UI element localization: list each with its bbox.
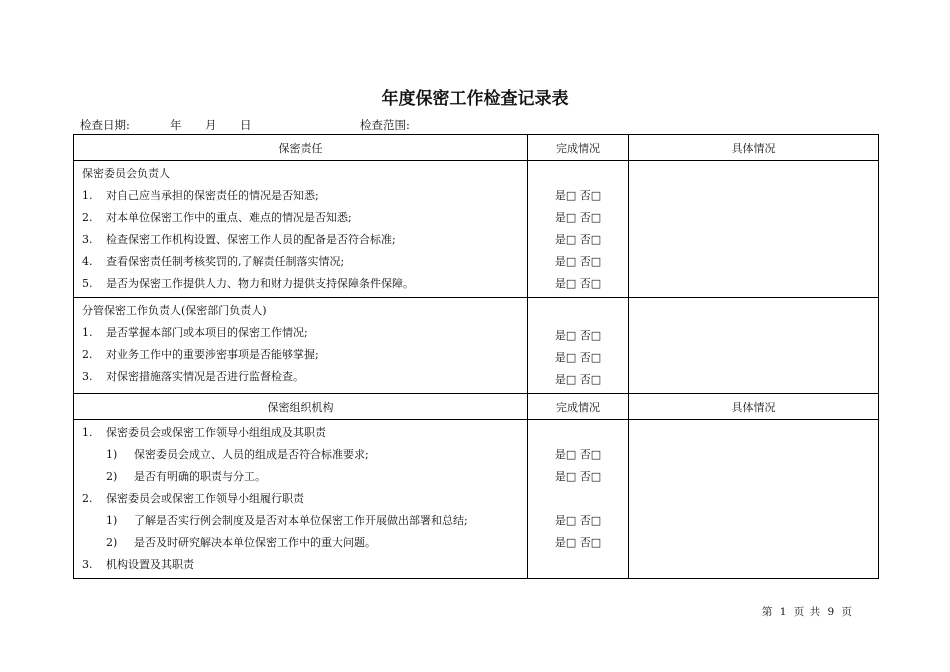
section-committee-head: [74, 161, 879, 298]
yes-no-checkbox[interactable]: 是□ 否□: [554, 189, 602, 202]
list-item: 5. 是否为保密工作提供人力、物力和财力提供支持保障条件保障。: [82, 277, 414, 290]
section-organization: [74, 420, 879, 579]
header-responsibility: 保密责任: [74, 135, 528, 161]
details-cell[interactable]: [629, 161, 879, 298]
list-item: 1. 是否掌握本部门或本项目的保密工作情况;: [82, 326, 308, 339]
yes-no-checkbox[interactable]: 是□ 否□: [554, 470, 602, 483]
sub-list-item: 1) 保密委员会成立、人员的组成是否符合标准要求;: [106, 448, 369, 461]
scope-label: 检查范围:: [360, 118, 410, 132]
list-item: 3. 对保密措施落实情况是否进行监督检查。: [82, 370, 304, 383]
table-header-row: [74, 394, 879, 420]
yes-no-checkbox[interactable]: 是□ 否□: [554, 514, 602, 527]
yes-no-checkbox[interactable]: 是□ 否□: [554, 277, 602, 290]
yes-no-checkbox[interactable]: 是□ 否□: [554, 351, 602, 364]
list-item: 2. 对业务工作中的重要涉密事项是否能够掌握;: [82, 348, 319, 361]
section-heading: 分管保密工作负责人(保密部门负责人): [82, 304, 267, 317]
page-number: 第 1 页 共 9 页: [761, 606, 853, 618]
list-item: 3. 检查保密工作机构设置、保密工作人员的配备是否符合标准;: [82, 233, 396, 246]
list-item: 2. 保密委员会或保密工作领导小组履行职责: [82, 492, 304, 505]
header-details: 具体情况: [629, 135, 879, 161]
yes-no-checkbox[interactable]: 是□ 否□: [554, 448, 602, 461]
section-deputy-head: [74, 298, 879, 394]
yes-no-checkbox[interactable]: 是□ 否□: [554, 373, 602, 386]
list-item: 4. 查看保密责任制考核奖罚的,了解责任制落实情况;: [82, 255, 345, 268]
inspection-table: [73, 134, 879, 579]
header-completion: 完成情况: [528, 135, 629, 161]
day-label: 日: [240, 118, 252, 132]
list-item: 3. 机构设置及其职责: [82, 558, 194, 571]
header-completion: 完成情况: [528, 394, 629, 420]
date-label: 检查日期:: [80, 118, 130, 132]
document-title: 年度保密工作检查记录表: [381, 89, 569, 109]
details-cell[interactable]: [629, 420, 879, 579]
table-header-row: [74, 135, 879, 161]
sub-list-item: 1) 了解是否实行例会制度及是否对本单位保密工作开展做出部署和总结;: [106, 514, 468, 527]
yes-no-checkbox[interactable]: 是□ 否□: [554, 211, 602, 224]
month-label: 月: [205, 118, 217, 132]
yes-no-checkbox[interactable]: 是□ 否□: [554, 536, 602, 549]
year-label: 年: [170, 118, 182, 132]
sub-list-item: 2) 是否有明确的职责与分工。: [106, 470, 266, 483]
list-item: 1. 对自己应当承担的保密责任的情况是否知悉;: [82, 189, 319, 202]
sub-list-item: 2) 是否及时研究解决本单位保密工作中的重大问题。: [106, 536, 376, 549]
section-heading: 保密委员会负责人: [82, 167, 170, 180]
yes-no-checkbox[interactable]: 是□ 否□: [554, 233, 602, 246]
header-details: 具体情况: [629, 394, 879, 420]
list-item: 2. 对本单位保密工作中的重点、难点的情况是否知悉;: [82, 211, 352, 224]
header-organization: 保密组织机构: [74, 394, 528, 420]
list-item: 1. 保密委员会或保密工作领导小组组成及其职责: [82, 426, 326, 439]
yes-no-checkbox[interactable]: 是□ 否□: [554, 329, 602, 342]
details-cell[interactable]: [629, 298, 879, 394]
yes-no-checkbox[interactable]: 是□ 否□: [554, 255, 602, 268]
